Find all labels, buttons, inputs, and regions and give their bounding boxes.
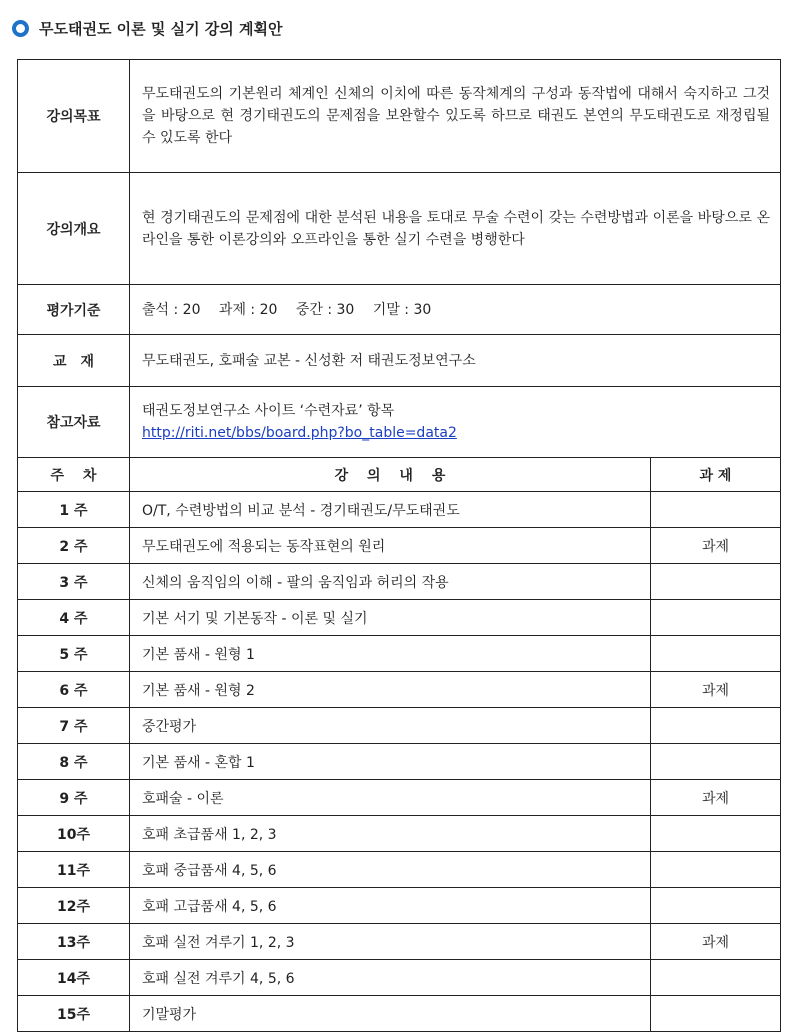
- week-column-header: 주 차: [18, 458, 130, 492]
- page-title-text: 무도태권도 이론 및 실기 강의 계획안: [39, 19, 283, 38]
- reference-cell: [130, 387, 781, 458]
- schedule-rows: [18, 492, 781, 1032]
- table-row: [18, 780, 781, 816]
- content-cell: 중간평가: [130, 708, 651, 744]
- table-row: [18, 672, 781, 708]
- info-section: [18, 60, 781, 458]
- textbook-label: 교 재: [18, 335, 130, 387]
- table-row: [18, 816, 781, 852]
- syllabus-table: [17, 59, 781, 1032]
- week-cell: 12주: [18, 888, 130, 924]
- eval-label: 평가기준: [18, 285, 130, 335]
- homework-cell: [651, 564, 781, 600]
- table-row: [18, 960, 781, 996]
- week-cell: 14주: [18, 960, 130, 996]
- homework-cell: [651, 852, 781, 888]
- week-cell: 2 주: [18, 528, 130, 564]
- content-cell: 신체의 움직임의 이해 - 팔의 움직임과 허리의 작용: [130, 564, 651, 600]
- eval-row: [18, 285, 781, 335]
- content-cell: O/T, 수련방법의 비교 분석 - 경기태권도/무도태권도: [130, 492, 651, 528]
- goal-text: 무도태권도의 기본원리 체계인 신체의 이치에 따른 동작체계의 구성과 동작법에 대해서 숙지하고 그것을 바탕으로 현 경기태권도의 문제점을 보완할수 있도록 하므로 태권도 본연의 무도태권도로 재정립될 수 있도록 한다: [130, 60, 781, 173]
- week-cell: 10주: [18, 816, 130, 852]
- homework-cell: 과제: [651, 672, 781, 708]
- table-row: [18, 852, 781, 888]
- content-cell: 호패 고급품새 4, 5, 6: [130, 888, 651, 924]
- reference-label: 참고자료: [18, 387, 130, 458]
- homework-cell: 과제: [651, 780, 781, 816]
- week-cell: 11주: [18, 852, 130, 888]
- overview-row: [18, 173, 781, 285]
- circle-bullet-icon: [12, 20, 29, 37]
- week-cell: 8 주: [18, 744, 130, 780]
- week-cell: 7 주: [18, 708, 130, 744]
- schedule-header-row: [18, 458, 781, 492]
- table-row: [18, 636, 781, 672]
- table-row: [18, 564, 781, 600]
- week-cell: 4 주: [18, 600, 130, 636]
- homework-column-header: 과 제: [651, 458, 781, 492]
- week-cell: 6 주: [18, 672, 130, 708]
- homework-cell: 과제: [651, 924, 781, 960]
- page-title: [12, 14, 282, 42]
- content-cell: 호패 실전 겨루기 1, 2, 3: [130, 924, 651, 960]
- homework-cell: [651, 996, 781, 1032]
- content-cell: 호패 실전 겨루기 4, 5, 6: [130, 960, 651, 996]
- content-cell: 호패술 - 이론: [130, 780, 651, 816]
- homework-cell: [651, 492, 781, 528]
- content-cell: 호패 초급품새 1, 2, 3: [130, 816, 651, 852]
- table-row: [18, 744, 781, 780]
- content-cell: 호패 중급품새 4, 5, 6: [130, 852, 651, 888]
- overview-text: 현 경기태권도의 문제점에 대한 분석된 내용을 토대로 무술 수련이 갖는 수련방법과 이론을 바탕으로 온라인을 통한 이론강의와 오프라인을 통한 실기 수련을 병행한다: [130, 173, 781, 285]
- goal-label: 강의목표: [18, 60, 130, 173]
- content-cell: 무도태권도에 적용되는 동작표현의 원리: [130, 528, 651, 564]
- content-cell: 기말평가: [130, 996, 651, 1032]
- table-row: [18, 996, 781, 1032]
- homework-cell: [651, 744, 781, 780]
- homework-cell: [651, 708, 781, 744]
- content-cell: 기본 품새 - 원형 1: [130, 636, 651, 672]
- week-cell: 9 주: [18, 780, 130, 816]
- reference-text: 태권도정보연구소 사이트 ‘수련자료’ 항목: [142, 403, 395, 419]
- table-row: [18, 600, 781, 636]
- content-cell: 기본 품새 - 원형 2: [130, 672, 651, 708]
- table-row: [18, 492, 781, 528]
- eval-text: 출석 : 20 과제 : 20 중간 : 30 기말 : 30: [130, 285, 781, 335]
- schedule-section: [18, 458, 781, 492]
- week-cell: 3 주: [18, 564, 130, 600]
- table-row: [18, 528, 781, 564]
- week-cell: 15주: [18, 996, 130, 1032]
- homework-cell: [651, 888, 781, 924]
- goal-row: [18, 60, 781, 173]
- week-cell: 5 주: [18, 636, 130, 672]
- table-row: [18, 924, 781, 960]
- overview-label: 강의개요: [18, 173, 130, 285]
- homework-cell: [651, 816, 781, 852]
- reference-link[interactable]: http://riti.net/bbs/board.php?bo_table=data2: [142, 425, 457, 441]
- homework-cell: [651, 636, 781, 672]
- table-row: [18, 708, 781, 744]
- reference-row: [18, 387, 781, 458]
- textbook-text: 무도태권도, 호패술 교본 - 신성환 저 태권도정보연구소: [130, 335, 781, 387]
- content-cell: 기본 서기 및 기본동작 - 이론 및 실기: [130, 600, 651, 636]
- week-cell: 13주: [18, 924, 130, 960]
- textbook-row: [18, 335, 781, 387]
- homework-cell: [651, 960, 781, 996]
- homework-cell: 과제: [651, 528, 781, 564]
- content-cell: 기본 품새 - 혼합 1: [130, 744, 651, 780]
- table-row: [18, 888, 781, 924]
- week-cell: 1 주: [18, 492, 130, 528]
- homework-cell: [651, 600, 781, 636]
- content-column-header: 강 의 내 용: [130, 458, 651, 492]
